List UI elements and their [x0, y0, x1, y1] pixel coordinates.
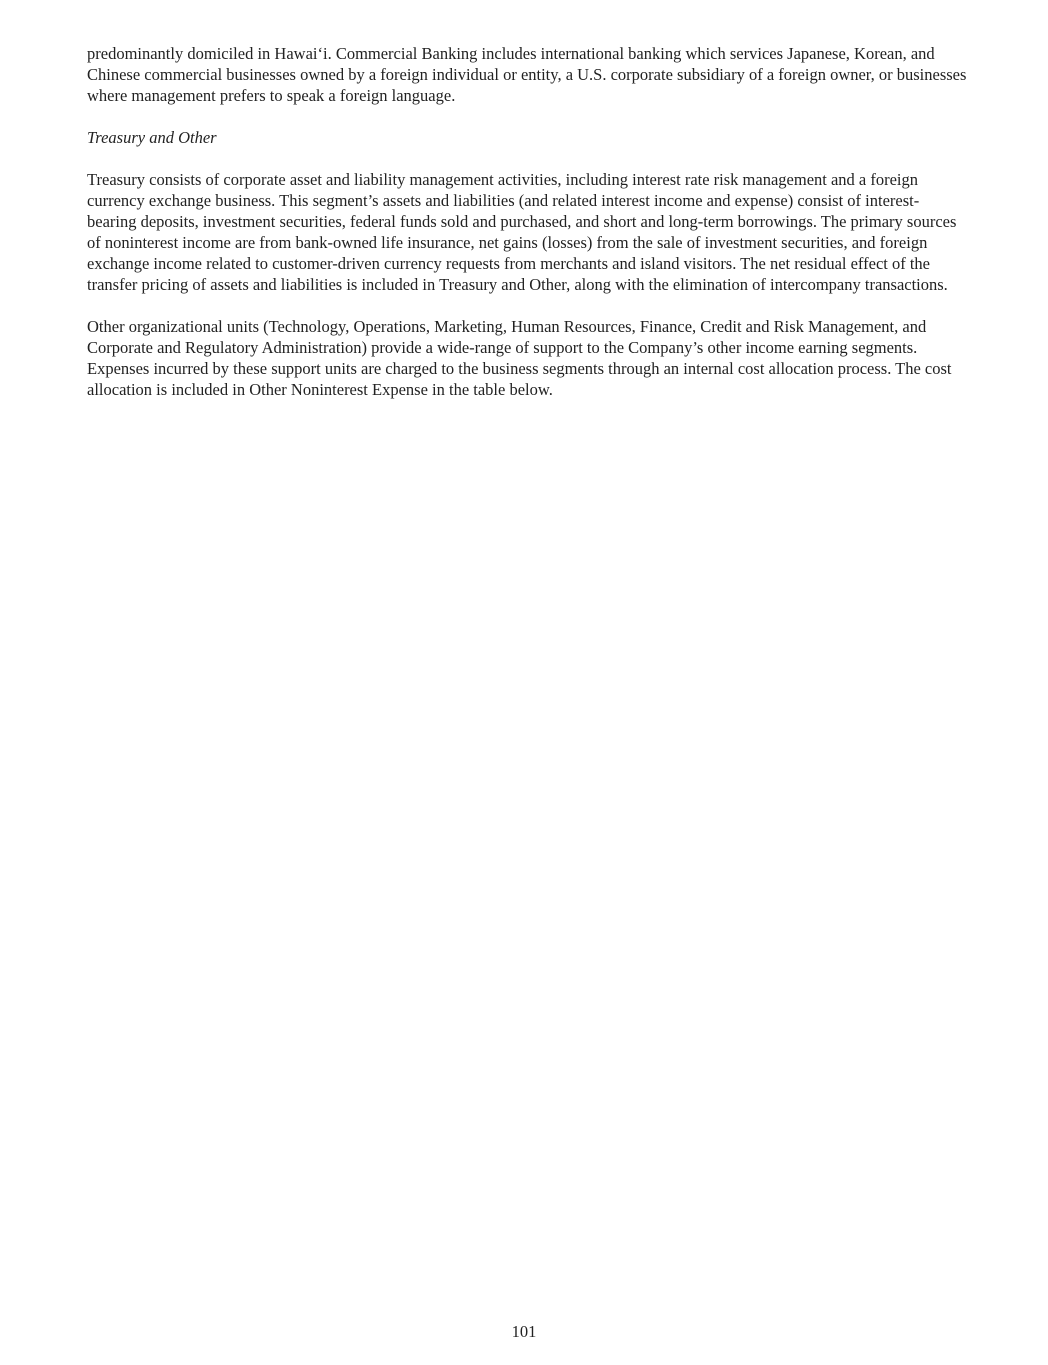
- treasury-paragraph: Treasury consists of corporate asset and liability management activities, including interest rate risk management and a foreign currency exchange business. This segment’s assets and liabilities (and related interest income and expense) consist of interest-bearing deposits, investment securities, federal funds sold and purchased, and short and long-term borrowings. The primary sources of noninterest income are from bank-owned life insurance, net gains (losses) from the sale of investment securities, and foreign exchange income related to customer-driven currency requests from merchants and island visitors. The net residual effect of the transfer pricing of assets and liabilities is included in Treasury and Other, along with the elimination of intercompany transactions.: [87, 170, 957, 294]
- page-content: [87, 43, 967, 421]
- support-units-paragraph: Other organizational units (Technology, Operations, Marketing, Human Resources, Finance, Credit and Risk Management, and Corporate and Regulatory Administration) provide a wide-range of support to the Company’s other income earning segments. Expenses incurred by these support units are charged to the business segments through an internal cost allocation process. The cost allocation is included in Other Noninterest Expense in the table below.: [87, 317, 952, 399]
- page-number: 101: [511, 1322, 537, 1341]
- intro-paragraph: predominantly domiciled in Hawai‘i. Commercial Banking includes international banking which services Japanese, Korean, and Chinese commercial businesses owned by a foreign individual or entity, a U.S. corporate subsidiary of a foreign owner, or businesses where management prefers to speak a foreign language.: [87, 44, 967, 105]
- section-heading: Treasury and Other: [87, 128, 217, 147]
